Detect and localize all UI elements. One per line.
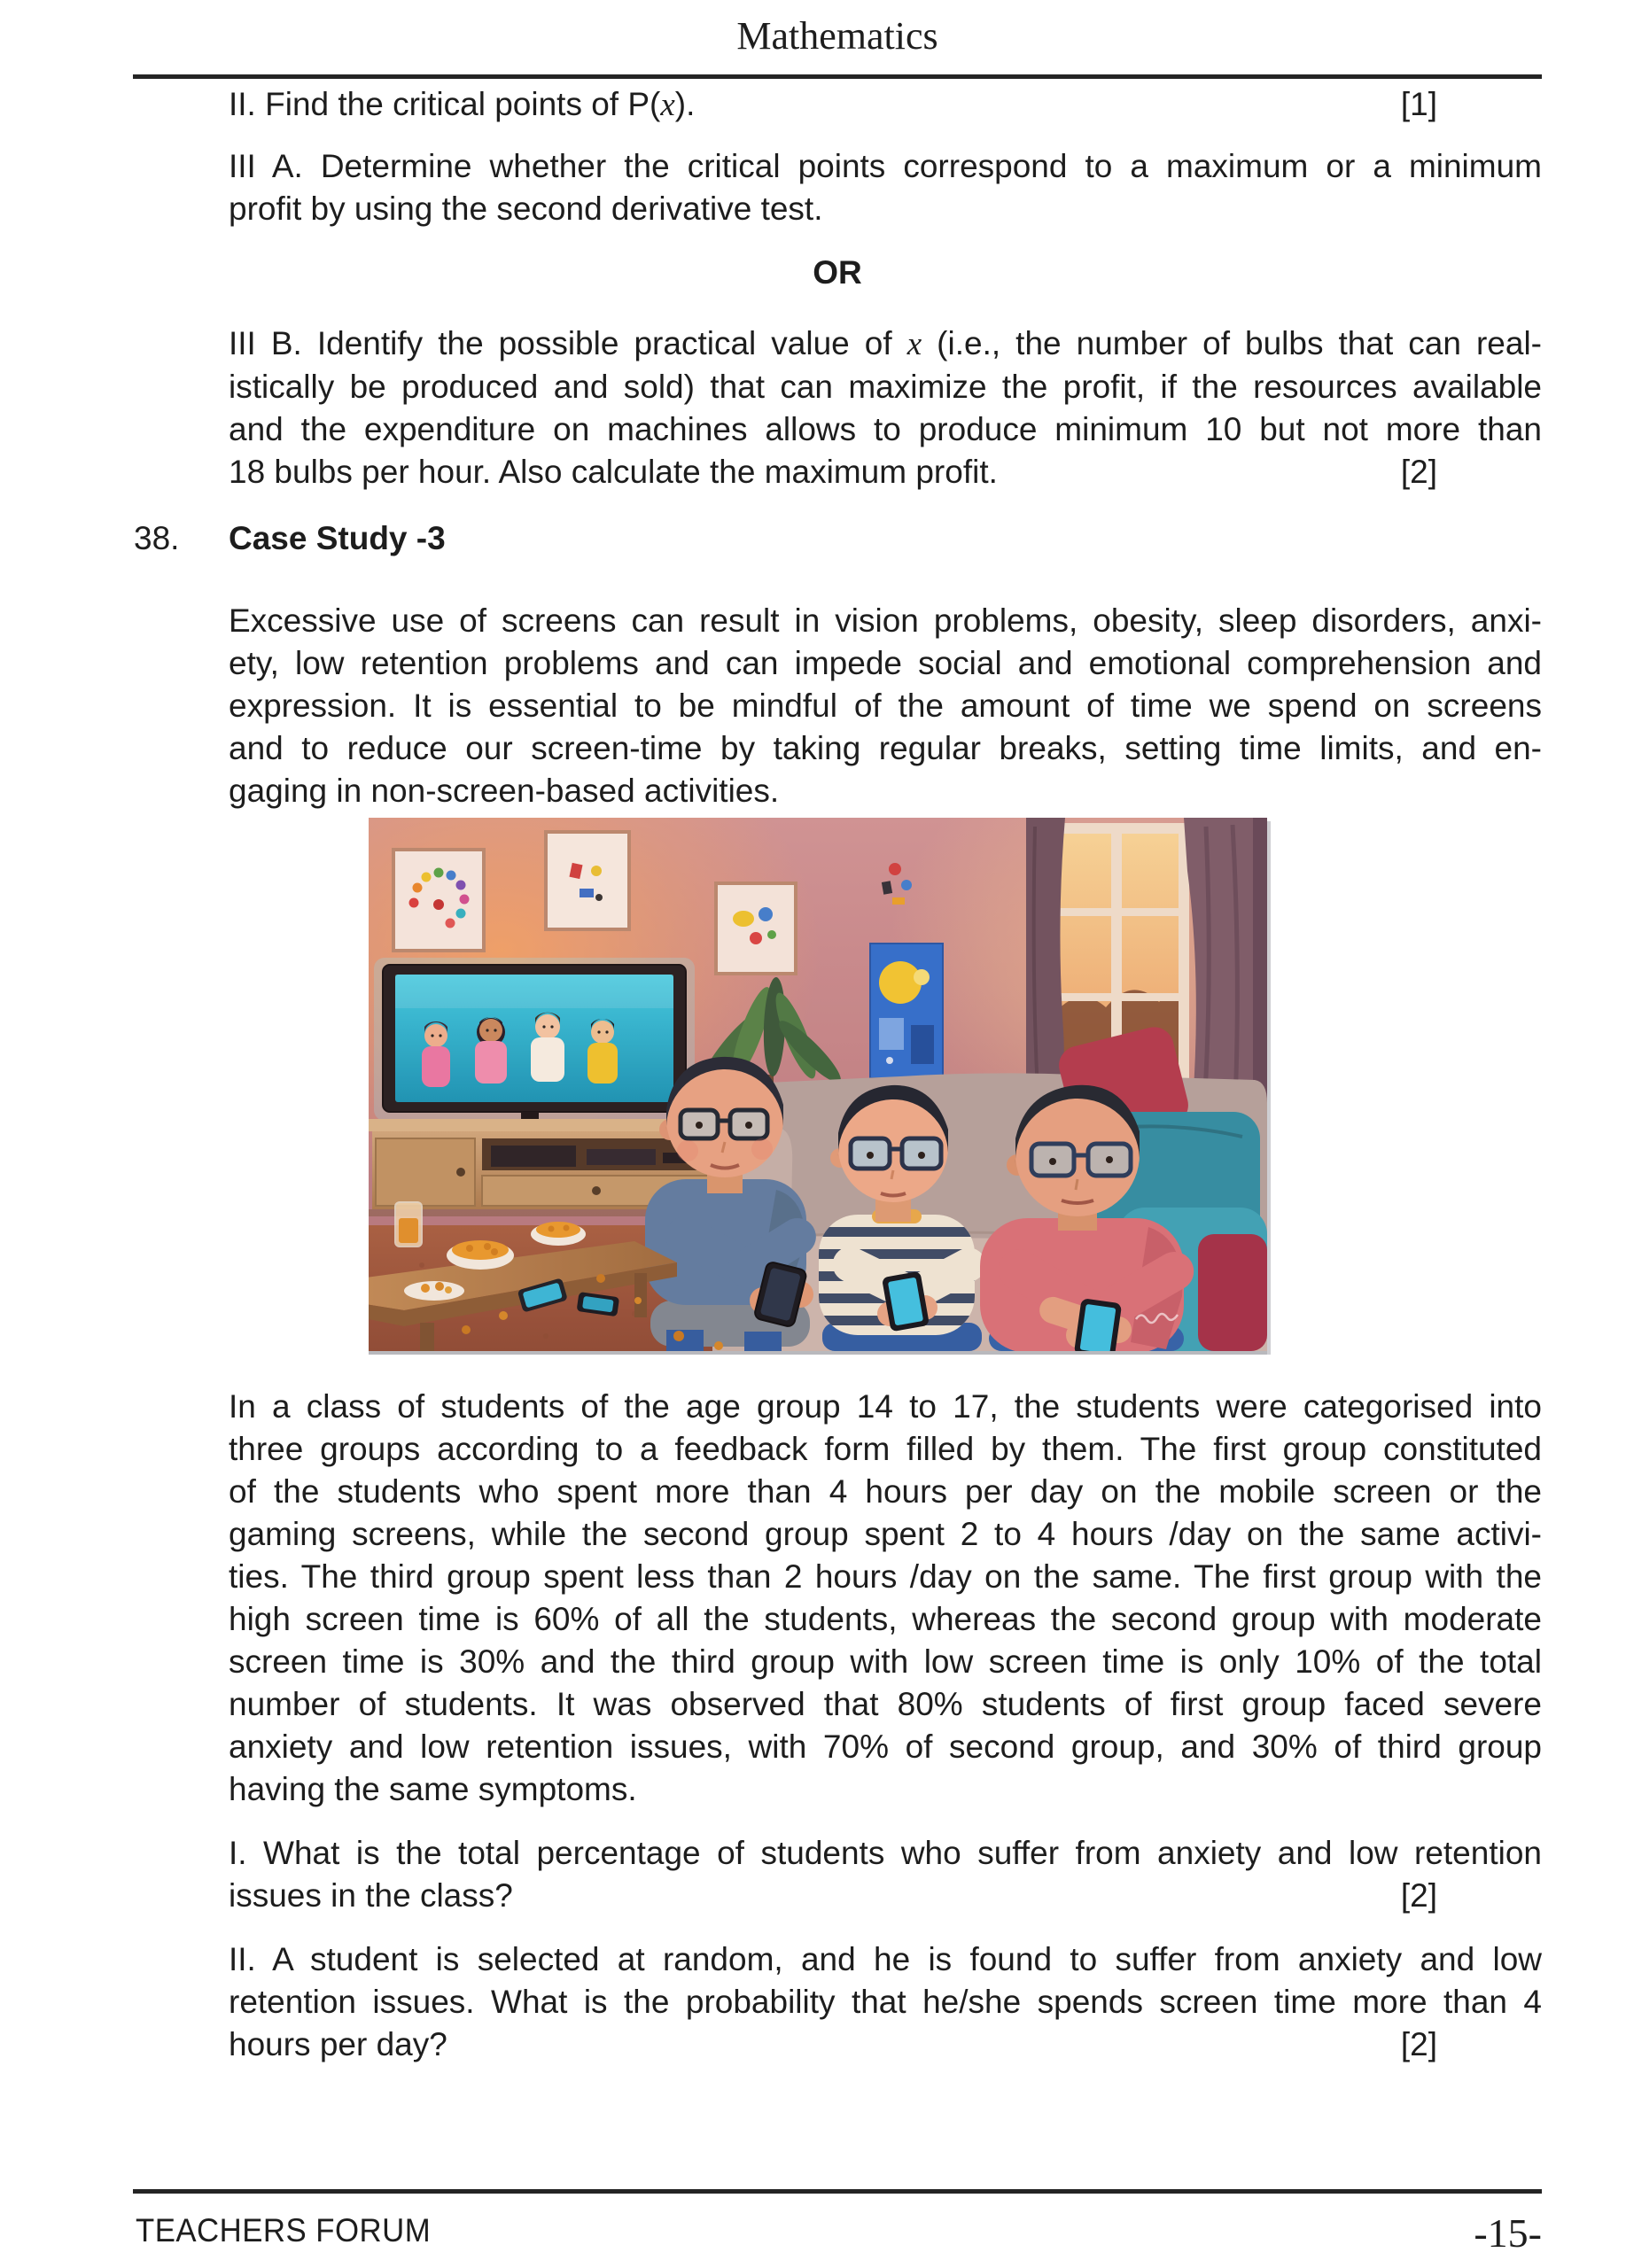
sub-question-ii (229, 1938, 1542, 2066)
marks-badge: [1] (1400, 86, 1437, 122)
text-line: and to reduce our screen-time by taking regular breaks, setting time limits, and en- (229, 730, 1542, 766)
footer-rule (133, 2189, 1542, 2194)
question-part-iii-b-lines (229, 322, 1542, 493)
text-line: II. A student is selected at random, and he is found to suffer from anxiety and low (229, 1941, 1542, 1977)
text-line: expression. It is essential to be mindful of the amount of time we spend on screens (229, 687, 1542, 724)
text-line: In a class of students of the age group 14 to 17, the students were categorised into (229, 1388, 1542, 1425)
text-line: istically be produced and sold) that can maximize the profit, if the resources available (229, 369, 1542, 405)
text-line: of the students who spent more than 4 hours per day on the mobile screen or the (229, 1473, 1542, 1510)
question-part-iii-a (229, 145, 1542, 230)
page-title: Mathematics (736, 14, 938, 58)
text-line: issues in the class? (229, 1877, 513, 1914)
text-line: screen time is 30% and the third group with low screen time is only 10% of the total (229, 1643, 1542, 1680)
text-line: having the same symptoms. (229, 1771, 637, 1807)
case-study-intro (229, 600, 1542, 812)
question-number: 38. (134, 520, 180, 556)
case-study-photo (369, 818, 1267, 1351)
sub-question-ii-lines (229, 1938, 1542, 2066)
text-line: retention issues. What is the probability that he/she spends screen time more than 4 (229, 1984, 1542, 2020)
text-line: and the expenditure on machines allows to produce minimum 10 but not more than (229, 411, 1542, 447)
math-variable: x (906, 326, 922, 362)
text-line: profit by using the second derivative test. (229, 190, 823, 227)
text-line: Excessive use of screens can result in vision problems, obesity, sleep disorders, anxi- (229, 602, 1542, 639)
or-separator: OR (813, 254, 862, 291)
text-line: three groups according to a feedback form filled by them. The first group constituted (229, 1431, 1542, 1467)
text-line: number of students. It was observed that 80% students of first group faced severe (229, 1686, 1542, 1722)
text-line: 18 bulbs per hour. Also calculate the maximum profit. (229, 454, 998, 490)
text-line: ties. The third group spent less than 2 hours /day on the same. The first group with the (229, 1558, 1542, 1595)
text-line: I. What is the total percentage of students who suffer from anxiety and low retention (229, 1835, 1542, 1871)
marks-badge: [2] (1400, 1877, 1437, 1914)
question-part-ii (229, 83, 1542, 127)
publisher-name: TEACHERS FORUM (136, 2212, 432, 2249)
living-room-illustration (369, 818, 1267, 1351)
sub-question-i (229, 1832, 1542, 1917)
marks-badge: [2] (1400, 454, 1437, 490)
case-study-body (229, 1386, 1542, 1811)
question-title: Case Study -3 (229, 520, 446, 556)
header-rule (133, 74, 1542, 79)
marks-badge: [2] (1400, 2026, 1437, 2062)
text-line: III B. Identify the possible practical value of x (i.e., the number of bulbs that can real- (229, 325, 1542, 362)
text-line: gaming screens, while the second group spent 2 to 4 hours /day on the same activi- (229, 1516, 1542, 1552)
question-38-heading (134, 517, 1542, 560)
question-part-iii-b (229, 322, 1542, 493)
sub-question-i-lines (229, 1832, 1542, 1917)
page-number: -15- (1474, 2210, 1542, 2256)
text-line: hours per day? (229, 2026, 447, 2062)
math-variable: x (660, 87, 675, 123)
text-line: III A. Determine whether the critical points correspond to a maximum or a minimum (229, 148, 1542, 184)
text-line: high screen time is 60% of all the students, whereas the second group with moderate (229, 1601, 1542, 1637)
text-line: gaging in non-screen-based activities. (229, 773, 780, 809)
text-line: ety, low retention problems and can impede social and emotional comprehension and (229, 645, 1542, 681)
text-line: anxiety and low retention issues, with 70% of second group, and 30% of third group (229, 1728, 1542, 1765)
question-part-ii-text: II. Find the critical points of P(x). (229, 86, 696, 123)
